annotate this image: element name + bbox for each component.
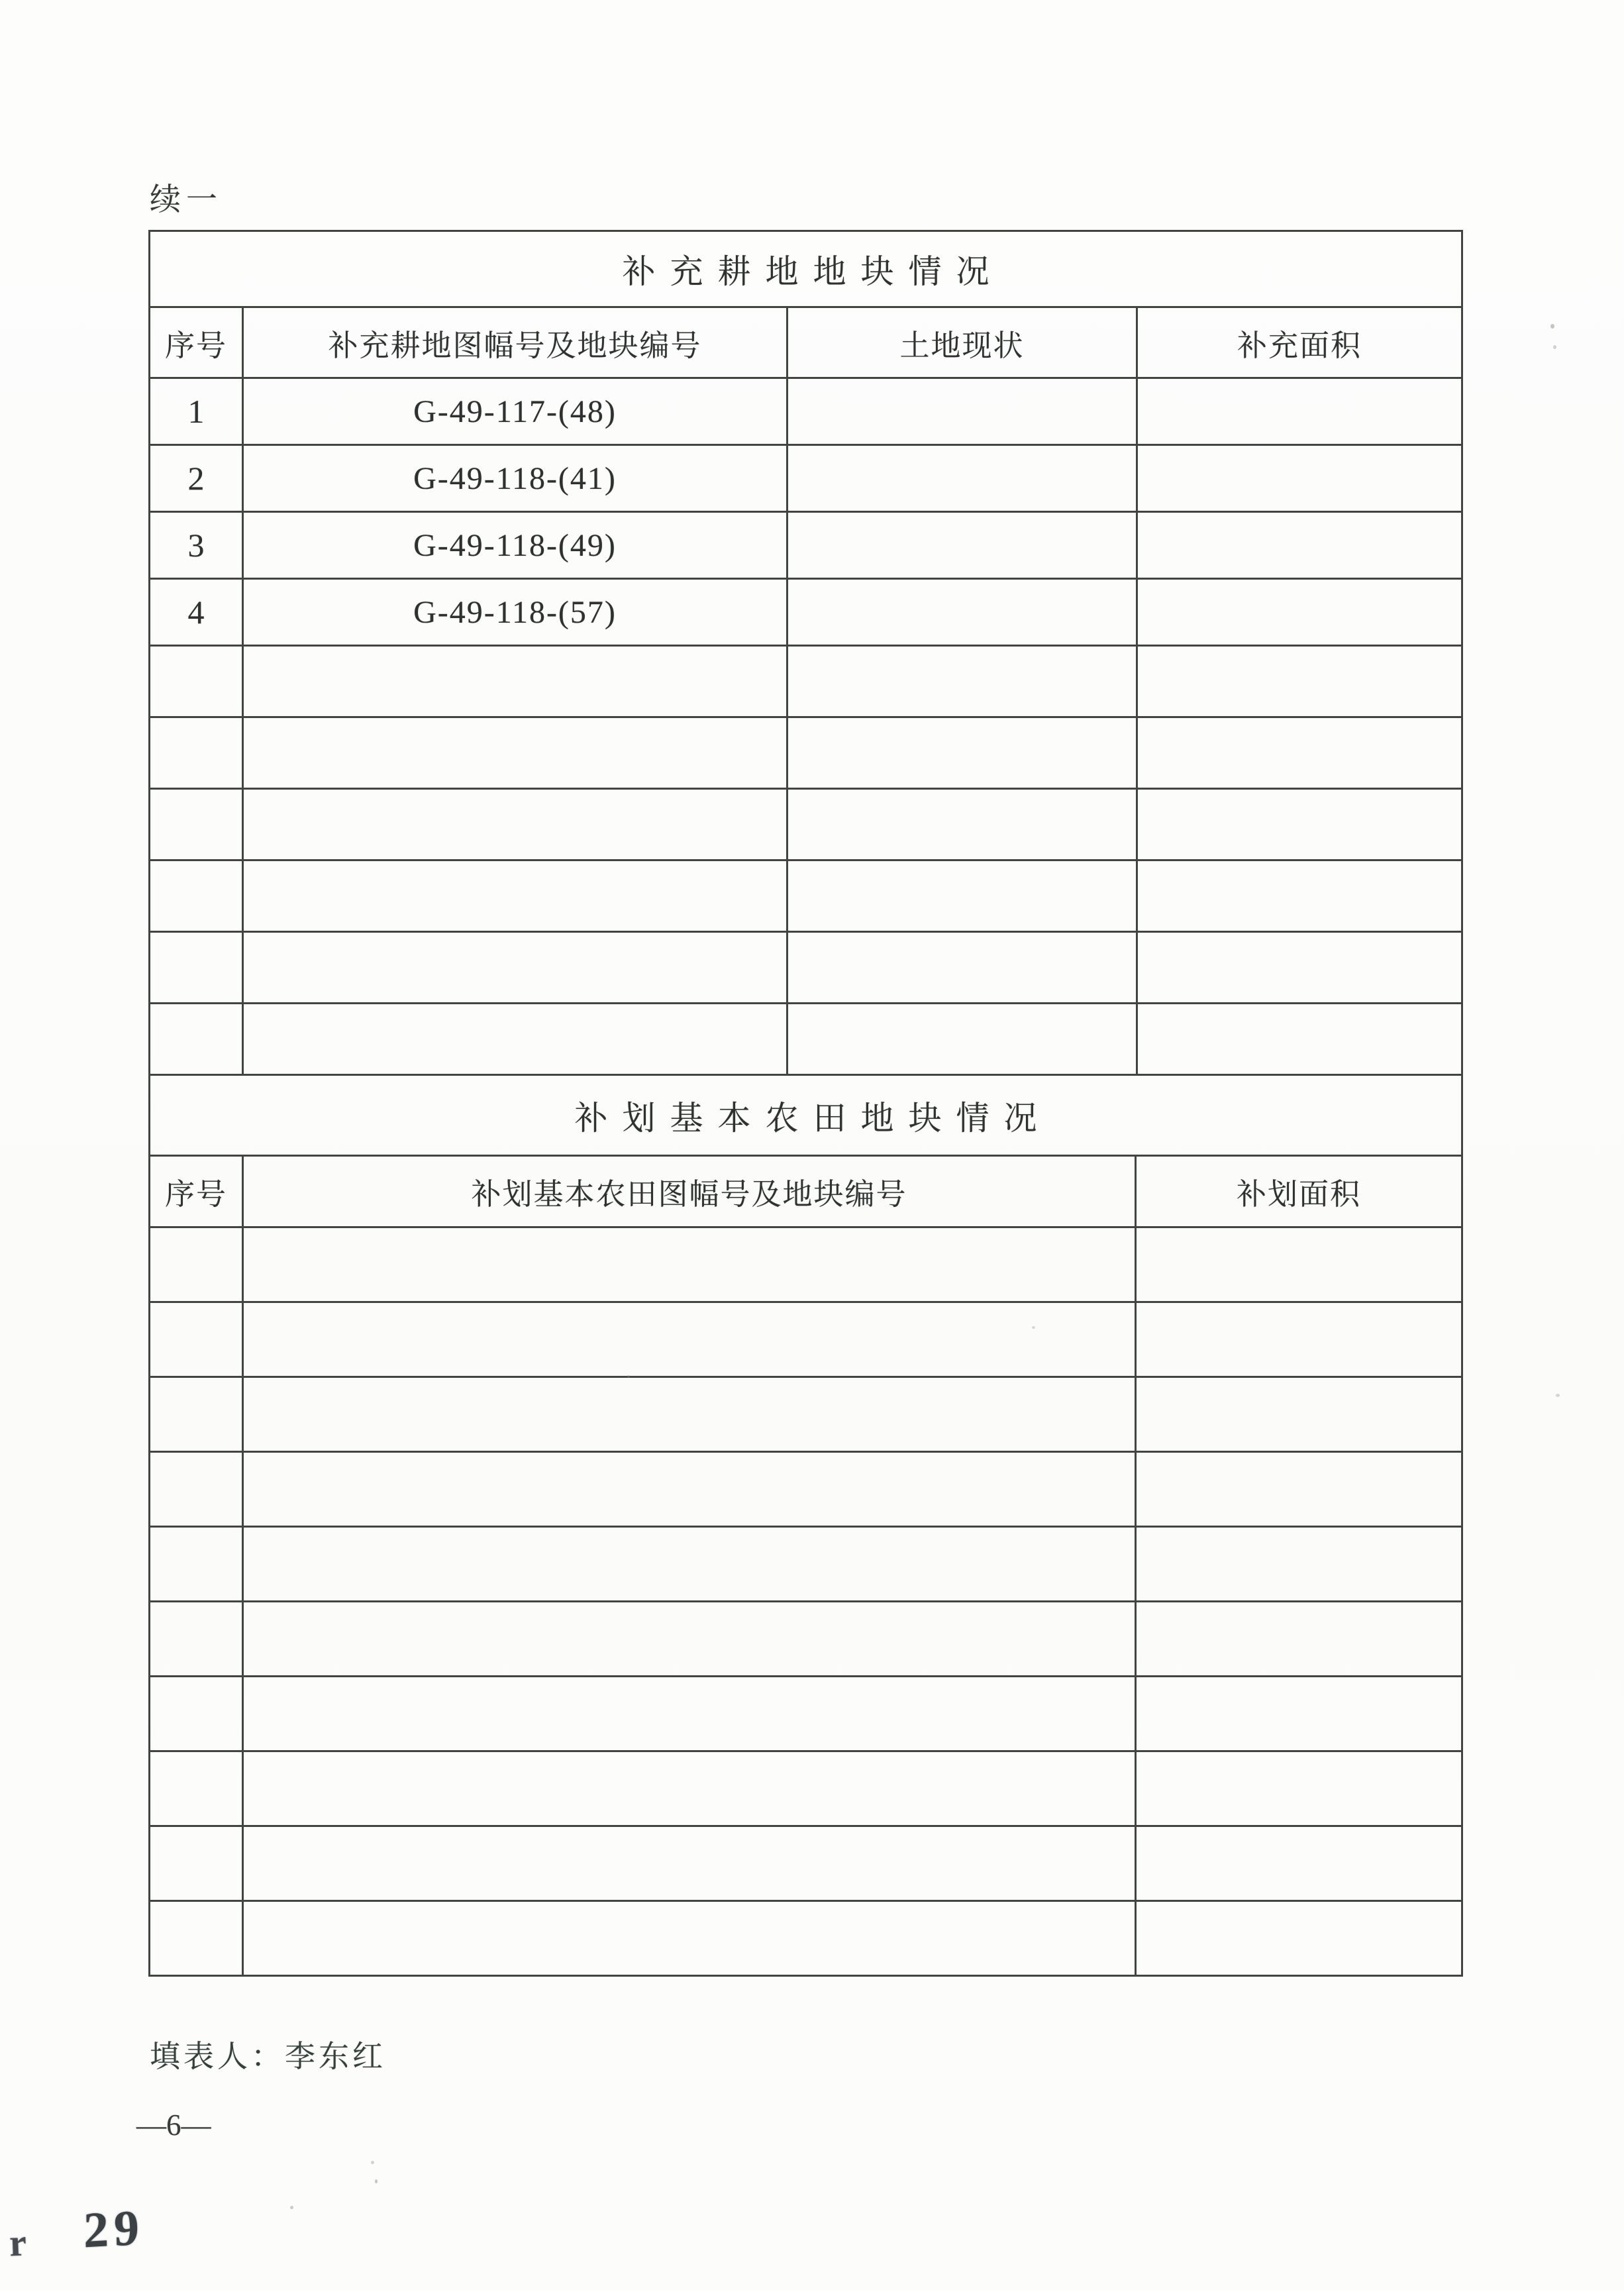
table1-header-supplement-area: 补充面积 bbox=[1137, 307, 1462, 378]
area-cell bbox=[1137, 932, 1462, 1004]
scan-speck bbox=[627, 1375, 630, 1378]
table-row-empty bbox=[150, 1826, 1462, 1901]
plot-code-cell bbox=[243, 789, 787, 860]
area-cell bbox=[1136, 1677, 1462, 1751]
seq-cell bbox=[150, 717, 243, 789]
table-row-empty bbox=[150, 789, 1462, 860]
area-cell bbox=[1137, 378, 1462, 445]
scan-speck bbox=[1556, 1394, 1560, 1397]
table1-header-map-sheet-plot-number: 补充耕地图幅号及地块编号 bbox=[243, 307, 787, 378]
seq-cell bbox=[150, 1302, 243, 1377]
area-cell bbox=[1137, 646, 1462, 717]
scan-speck bbox=[375, 2179, 378, 2183]
seq-cell bbox=[150, 1377, 243, 1452]
table1-header-row bbox=[150, 307, 1462, 378]
table-row-empty bbox=[150, 1377, 1462, 1452]
area-cell bbox=[1136, 1826, 1462, 1901]
land-status-cell bbox=[787, 717, 1137, 789]
table-row bbox=[150, 512, 1462, 579]
plot-code-cell bbox=[243, 1302, 1136, 1377]
area-cell bbox=[1137, 579, 1462, 646]
land-status-cell bbox=[787, 378, 1137, 445]
plot-code-cell: G-49-118-(49) bbox=[243, 512, 787, 579]
land-status-cell bbox=[787, 932, 1137, 1004]
seq-cell bbox=[150, 1826, 243, 1901]
area-cell bbox=[1136, 1227, 1462, 1302]
area-cell bbox=[1137, 717, 1462, 789]
seq-cell bbox=[150, 1227, 243, 1302]
table-redesignated-basic-farmland bbox=[148, 1074, 1463, 1977]
table-row-empty bbox=[150, 1751, 1462, 1826]
table-row-empty bbox=[150, 860, 1462, 932]
scan-speck bbox=[1550, 324, 1554, 329]
area-cell bbox=[1136, 1452, 1462, 1527]
seq-cell bbox=[150, 1751, 243, 1826]
scan-speck bbox=[290, 2206, 293, 2209]
seq-cell bbox=[150, 1901, 243, 1976]
form-filler-label: 填表人：李东红 bbox=[150, 2040, 386, 2073]
scan-speck bbox=[1032, 1326, 1035, 1329]
table-row bbox=[150, 378, 1462, 445]
area-cell bbox=[1136, 1901, 1462, 1976]
plot-code-cell bbox=[243, 646, 787, 717]
plot-code-cell bbox=[243, 717, 787, 789]
table2-header-row bbox=[150, 1156, 1462, 1227]
plot-code-cell bbox=[243, 932, 787, 1004]
tables-region bbox=[148, 230, 1461, 1977]
table2-title-row bbox=[150, 1075, 1462, 1156]
area-cell bbox=[1136, 1602, 1462, 1677]
seq-cell: 4 bbox=[150, 579, 243, 646]
scan-speck bbox=[371, 2161, 374, 2164]
seq-cell: 3 bbox=[150, 512, 243, 579]
plot-code-cell: G-49-117-(48) bbox=[243, 378, 787, 445]
seq-cell bbox=[150, 1452, 243, 1527]
land-status-cell bbox=[787, 445, 1137, 512]
table1-header-seq: 序号 bbox=[150, 307, 243, 378]
table-row-empty bbox=[150, 1302, 1462, 1377]
table-supplementary-cultivated-land bbox=[148, 230, 1463, 1076]
land-status-cell bbox=[787, 860, 1137, 932]
area-cell bbox=[1137, 512, 1462, 579]
plot-code-cell: G-49-118-(57) bbox=[243, 579, 787, 646]
seq-cell bbox=[150, 1677, 243, 1751]
seq-cell: 2 bbox=[150, 445, 243, 512]
table2-title: 补划基本农田地块情况 bbox=[150, 1075, 1462, 1156]
seq-cell: 1 bbox=[150, 378, 243, 445]
land-status-cell bbox=[787, 579, 1137, 646]
table2-header-redesignate-area: 补划面积 bbox=[1136, 1156, 1462, 1227]
plot-code-cell bbox=[243, 860, 787, 932]
seq-cell bbox=[150, 1004, 243, 1075]
plot-code-cell bbox=[243, 1826, 1136, 1901]
table-row-empty bbox=[150, 1227, 1462, 1302]
plot-code-cell bbox=[243, 1527, 1136, 1602]
table1-title: 补充耕地地块情况 bbox=[150, 231, 1462, 307]
seq-cell bbox=[150, 860, 243, 932]
seq-cell bbox=[150, 1602, 243, 1677]
table1-title-row bbox=[150, 231, 1462, 307]
plot-code-cell bbox=[243, 1377, 1136, 1452]
page-number: —6— bbox=[136, 2108, 211, 2142]
plot-code-cell: G-49-118-(41) bbox=[243, 445, 787, 512]
table-row-empty bbox=[150, 932, 1462, 1004]
table-row-empty bbox=[150, 1677, 1462, 1751]
plot-code-cell bbox=[243, 1677, 1136, 1751]
table-row-empty bbox=[150, 1004, 1462, 1075]
area-cell bbox=[1137, 445, 1462, 512]
handwritten-page-number: 29 bbox=[83, 2199, 145, 2259]
table-row-empty bbox=[150, 1527, 1462, 1602]
table-row-empty bbox=[150, 1901, 1462, 1976]
table1-header-land-status: 土地现状 bbox=[787, 307, 1137, 378]
table-row-empty bbox=[150, 646, 1462, 717]
table2-header-map-sheet-plot-number: 补划基本农田图幅号及地块编号 bbox=[243, 1156, 1136, 1227]
plot-code-cell bbox=[243, 1751, 1136, 1826]
continuation-label: 续一 bbox=[150, 183, 223, 217]
seq-cell bbox=[150, 1527, 243, 1602]
area-cell bbox=[1136, 1527, 1462, 1602]
area-cell bbox=[1137, 1004, 1462, 1075]
table-row-empty bbox=[150, 1452, 1462, 1527]
table-row bbox=[150, 579, 1462, 646]
seq-cell bbox=[150, 646, 243, 717]
land-status-cell bbox=[787, 512, 1137, 579]
plot-code-cell bbox=[243, 1452, 1136, 1527]
plot-code-cell bbox=[243, 1602, 1136, 1677]
land-status-cell bbox=[787, 646, 1137, 717]
handwritten-mark: r bbox=[8, 2220, 27, 2265]
plot-code-cell bbox=[243, 1227, 1136, 1302]
area-cell bbox=[1136, 1751, 1462, 1826]
area-cell bbox=[1136, 1302, 1462, 1377]
seq-cell bbox=[150, 789, 243, 860]
table-row-empty bbox=[150, 1602, 1462, 1677]
area-cell bbox=[1137, 789, 1462, 860]
land-status-cell bbox=[787, 1004, 1137, 1075]
plot-code-cell bbox=[243, 1004, 787, 1075]
area-cell bbox=[1137, 860, 1462, 932]
land-status-cell bbox=[787, 789, 1137, 860]
seq-cell bbox=[150, 932, 243, 1004]
area-cell bbox=[1136, 1377, 1462, 1452]
plot-code-cell bbox=[243, 1901, 1136, 1976]
table-row bbox=[150, 445, 1462, 512]
table-row-empty bbox=[150, 717, 1462, 789]
scan-speck bbox=[1553, 345, 1556, 349]
table2-header-seq: 序号 bbox=[150, 1156, 243, 1227]
